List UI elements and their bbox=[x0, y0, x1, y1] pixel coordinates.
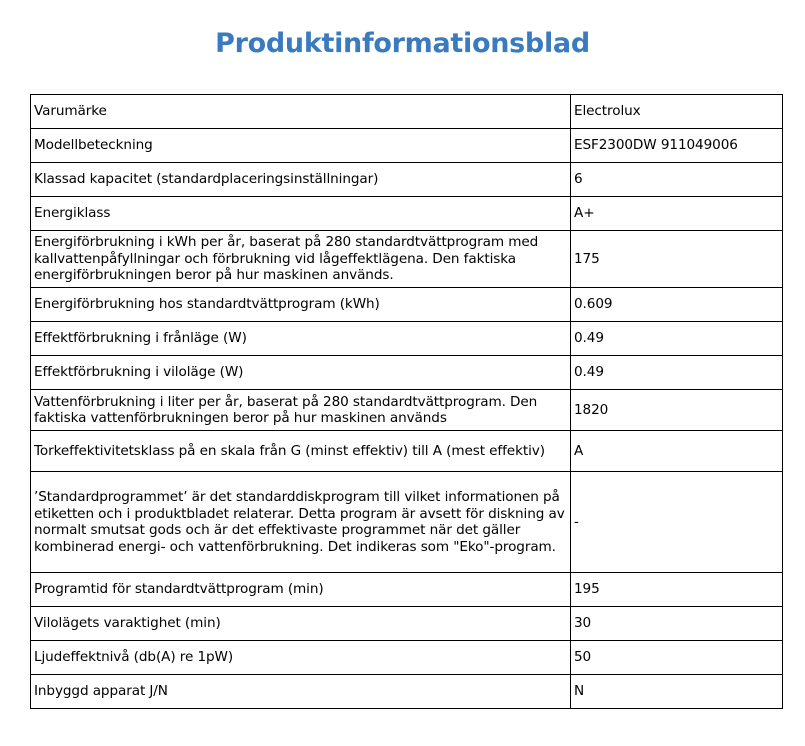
row-label-brand: Varumärke bbox=[31, 95, 571, 129]
table-row bbox=[31, 129, 783, 163]
row-value-standby-power: 0.49 bbox=[571, 356, 783, 390]
table-row bbox=[31, 163, 783, 197]
page-title: Produktinformationsblad bbox=[215, 28, 590, 59]
table-row bbox=[31, 641, 783, 675]
row-label-model: Modellbeteckning bbox=[31, 129, 571, 163]
row-label-noise-level: Ljudeffektnivå (db(A) re 1pW) bbox=[31, 641, 571, 675]
row-label-energy-class: Energiklass bbox=[31, 197, 571, 231]
table-row bbox=[31, 356, 783, 390]
row-value-capacity: 6 bbox=[571, 163, 783, 197]
row-value-program-time: 195 bbox=[571, 573, 783, 607]
row-value-standard-program: - bbox=[571, 472, 783, 573]
row-label-drying-class: Torkeffektivitetsklass på en skala från G (minst effektiv) till A (mest effektiv) bbox=[31, 431, 571, 472]
row-label-built-in: Inbyggd apparat J/N bbox=[31, 675, 571, 709]
row-label-annual-energy: Energiförbrukning i kWh per år, baserat på 280 standardtvättprogram med kallvattenpåfyllningar och förbrukning vid lågeffektlägena. Den faktiska energiförbrukningen beror på hur maskinen används. bbox=[31, 231, 571, 288]
table-row bbox=[31, 675, 783, 709]
table-row bbox=[31, 288, 783, 322]
table-row bbox=[31, 322, 783, 356]
row-value-model: ESF2300DW 911049006 bbox=[571, 129, 783, 163]
table-row bbox=[31, 431, 783, 472]
row-label-standby-power: Effektförbrukning i viloläge (W) bbox=[31, 356, 571, 390]
table-row bbox=[31, 472, 783, 573]
row-value-brand: Electrolux bbox=[571, 95, 783, 129]
row-value-standby-duration: 30 bbox=[571, 607, 783, 641]
table-row bbox=[31, 607, 783, 641]
row-label-standard-program: ’Standardprogrammet’ är det standarddiskprogram till vilket informationen på etiketten och i produktbladet relaterar. Detta program är avsett för diskning av normalt smutsat gods och är det effektivaste programmet när det gäller kombinerad energi- och vattenförbrukning. Det indikeras som "Eko"-program. bbox=[31, 472, 571, 573]
row-value-drying-class: A bbox=[571, 431, 783, 472]
row-value-annual-water: 1820 bbox=[571, 390, 783, 431]
table-row bbox=[31, 197, 783, 231]
row-label-program-time: Programtid för standardtvättprogram (min) bbox=[31, 573, 571, 607]
row-label-program-energy: Energiförbrukning hos standardtvättprogram (kWh) bbox=[31, 288, 571, 322]
table-row bbox=[31, 231, 783, 288]
table-row bbox=[31, 95, 783, 129]
table-row bbox=[31, 390, 783, 431]
row-label-annual-water: Vattenförbrukning i liter per år, baserat på 280 standardtvättprogram. Den faktiska vattenförbrukningen beror på hur maskinen används bbox=[31, 390, 571, 431]
row-value-built-in: N bbox=[571, 675, 783, 709]
row-value-annual-energy: 175 bbox=[571, 231, 783, 288]
row-label-standby-duration: Vilolägets varaktighet (min) bbox=[31, 607, 571, 641]
row-label-off-mode-power: Effektförbrukning i frånläge (W) bbox=[31, 322, 571, 356]
row-value-energy-class: A+ bbox=[571, 197, 783, 231]
row-value-noise-level: 50 bbox=[571, 641, 783, 675]
product-info-table bbox=[30, 94, 783, 709]
row-value-program-energy: 0.609 bbox=[571, 288, 783, 322]
row-value-off-mode-power: 0.49 bbox=[571, 322, 783, 356]
row-label-capacity: Klassad kapacitet (standardplaceringsinställningar) bbox=[31, 163, 571, 197]
table-row bbox=[31, 573, 783, 607]
